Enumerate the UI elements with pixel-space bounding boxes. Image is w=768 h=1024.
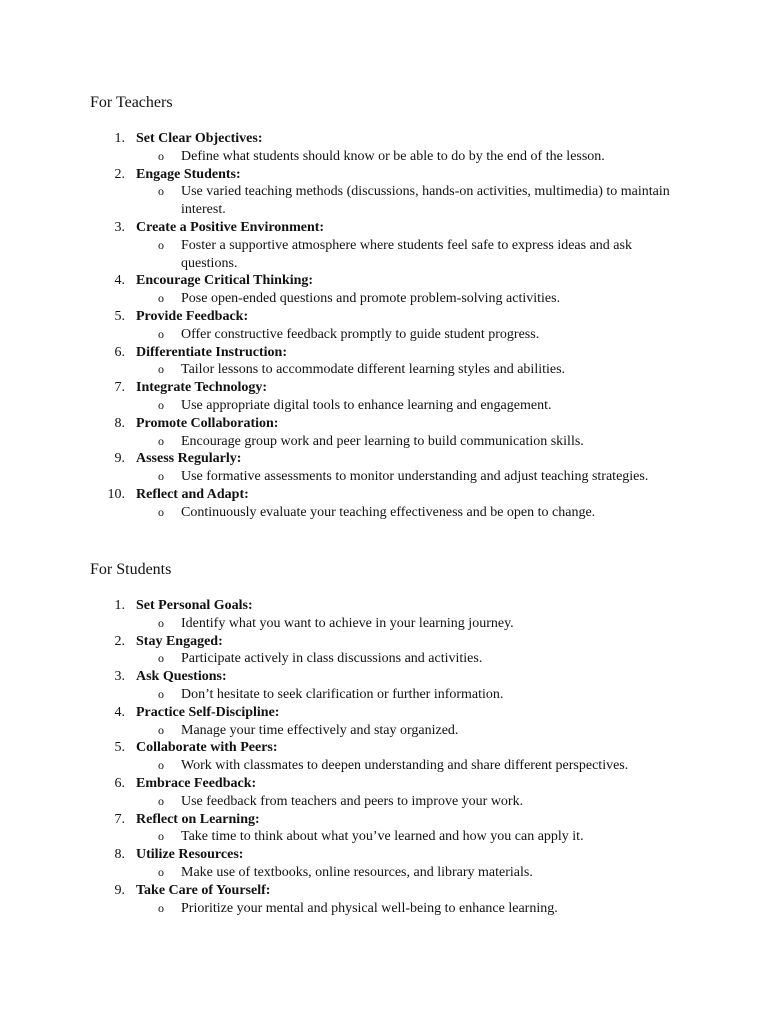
item-detail-text: Offer constructive feedback promptly to guide student progress. [181,326,540,342]
item-number: 7. [114,811,125,827]
list-item [0,272,768,308]
item-detail-text: Use feedback from teachers and peers to improve your work. [181,793,524,809]
item-detail-text: Define what students should know or be able to do by the end of the lesson. [181,148,605,164]
item-detail [0,468,768,486]
list-item [0,415,768,451]
list-item [0,775,768,811]
item-title: Set Clear Objectives: [136,131,263,146]
item-detail [0,757,768,775]
list-item [0,166,768,219]
item-number: 1. [114,131,125,146]
item-detail [0,433,768,451]
students-tips-list [0,597,768,917]
circle-bullet-icon: o [158,433,164,448]
section-heading-students: For Students [90,561,172,578]
item-number: 1. [114,598,125,613]
list-item [0,811,768,847]
circle-bullet-icon: o [158,326,164,341]
item-detail-text: Don’t hesitate to seek clarification or further information. [181,686,504,702]
item-title: Set Personal Goals: [136,598,253,613]
list-item [0,633,768,669]
item-detail-text: Foster a supportive atmosphere where students feel safe to express ideas and ask questions. [181,237,632,271]
item-detail-text: Prioritize your mental and physical well-being to enhance learning. [181,900,558,916]
item-number: 9. [114,451,125,467]
item-detail [0,504,768,522]
item-detail-text: Identify what you want to achieve in your learning journey. [181,615,514,631]
item-detail-text: Work with classmates to deepen understanding and share different perspectives. [181,758,629,774]
item-number: 2. [114,633,125,649]
item-title: Practice Self-Discipline: [136,704,280,720]
teachers-tips-list [0,130,768,522]
item-detail [0,793,768,811]
item-detail-text: Make use of textbooks, online resources, and library materials. [181,864,533,880]
item-detail-text: Use appropriate digital tools to enhance learning and engagement. [181,397,552,413]
item-number: 3. [114,669,125,685]
section-heading-teachers: For Teachers [90,94,173,111]
circle-bullet-icon: o [158,651,164,666]
list-item [0,219,768,272]
item-number: 10. [107,486,125,502]
circle-bullet-icon: o [158,291,164,306]
list-item [0,882,768,918]
circle-bullet-icon: o [158,148,164,163]
item-number: 6. [114,344,125,360]
list-item [0,597,768,633]
item-detail-text: Manage your time effectively and stay organized. [181,722,459,738]
item-number: 8. [114,847,125,863]
item-detail [0,864,768,882]
circle-bullet-icon: o [158,900,164,915]
item-number: 5. [114,308,125,324]
item-number: 3. [114,219,125,235]
item-detail [0,615,768,633]
item-title: Take Care of Yourself: [136,882,271,898]
item-title: Reflect and Adapt: [136,486,249,502]
item-title: Ask Questions: [136,669,227,685]
item-number: 8. [114,415,125,431]
item-number: 9. [114,882,125,898]
item-detail [0,828,768,846]
item-title: Promote Collaboration: [136,415,279,431]
item-title: Stay Engaged: [136,633,223,649]
item-detail-text: Continuously evaluate your teaching effectiveness and be open to change. [181,504,596,520]
item-detail-text: Take time to think about what you’ve learned and how you can apply it. [181,829,584,845]
item-detail [0,361,768,379]
circle-bullet-icon: o [158,397,164,412]
circle-bullet-icon: o [158,615,164,630]
circle-bullet-icon: o [158,722,164,737]
item-title: Collaborate with Peers: [136,740,278,756]
item-number: 7. [114,380,125,396]
list-item [0,130,768,166]
item-detail-text: Tailor lessons to accommodate different learning styles and abilities. [181,362,566,378]
circle-bullet-icon: o [158,184,164,199]
item-detail [0,183,768,219]
circle-bullet-icon: o [158,864,164,879]
item-detail [0,290,768,308]
item-detail [0,148,768,166]
circle-bullet-icon: o [158,758,164,773]
circle-bullet-icon: o [158,237,164,252]
list-item [0,344,768,380]
list-item [0,739,768,775]
item-title: Integrate Technology: [136,380,268,396]
circle-bullet-icon: o [158,362,164,377]
list-item [0,450,768,486]
item-title: Create a Positive Environment: [136,219,325,235]
item-detail [0,326,768,344]
item-detail-text: Encourage group work and peer learning to build communication skills. [181,433,584,449]
item-title: Utilize Resources: [136,847,244,863]
circle-bullet-icon: o [158,686,164,701]
item-number: 4. [114,273,125,289]
circle-bullet-icon: o [158,504,164,519]
circle-bullet-icon: o [158,793,164,808]
list-item [0,379,768,415]
item-number: 2. [114,166,125,182]
item-detail-text: Use formative assessments to monitor understanding and adjust teaching strategies. [181,469,649,485]
item-title: Assess Regularly: [136,451,242,467]
item-detail-text: Use varied teaching methods (discussions, hands-on activities, multimedia) to maintain interest. [181,184,670,218]
item-title: Differentiate Instruction: [136,344,287,360]
circle-bullet-icon: o [158,469,164,484]
item-number: 6. [114,775,125,791]
item-detail [0,900,768,918]
list-item [0,668,768,704]
item-detail [0,722,768,740]
list-item [0,308,768,344]
item-number: 4. [114,704,125,720]
item-detail-text: Participate actively in class discussions and activities. [181,651,483,667]
item-detail-text: Pose open-ended questions and promote problem-solving activities. [181,291,561,307]
item-number: 5. [114,740,125,756]
item-detail [0,237,768,273]
item-title: Encourage Critical Thinking: [136,273,314,289]
item-title: Engage Students: [136,166,241,182]
circle-bullet-icon: o [158,829,164,844]
list-item [0,846,768,882]
list-item [0,486,768,522]
item-detail [0,686,768,704]
item-title: Provide Feedback: [136,308,249,324]
list-item [0,704,768,740]
item-detail [0,650,768,668]
item-title: Embrace Feedback: [136,775,257,791]
item-detail [0,397,768,415]
item-title: Reflect on Learning: [136,811,260,827]
